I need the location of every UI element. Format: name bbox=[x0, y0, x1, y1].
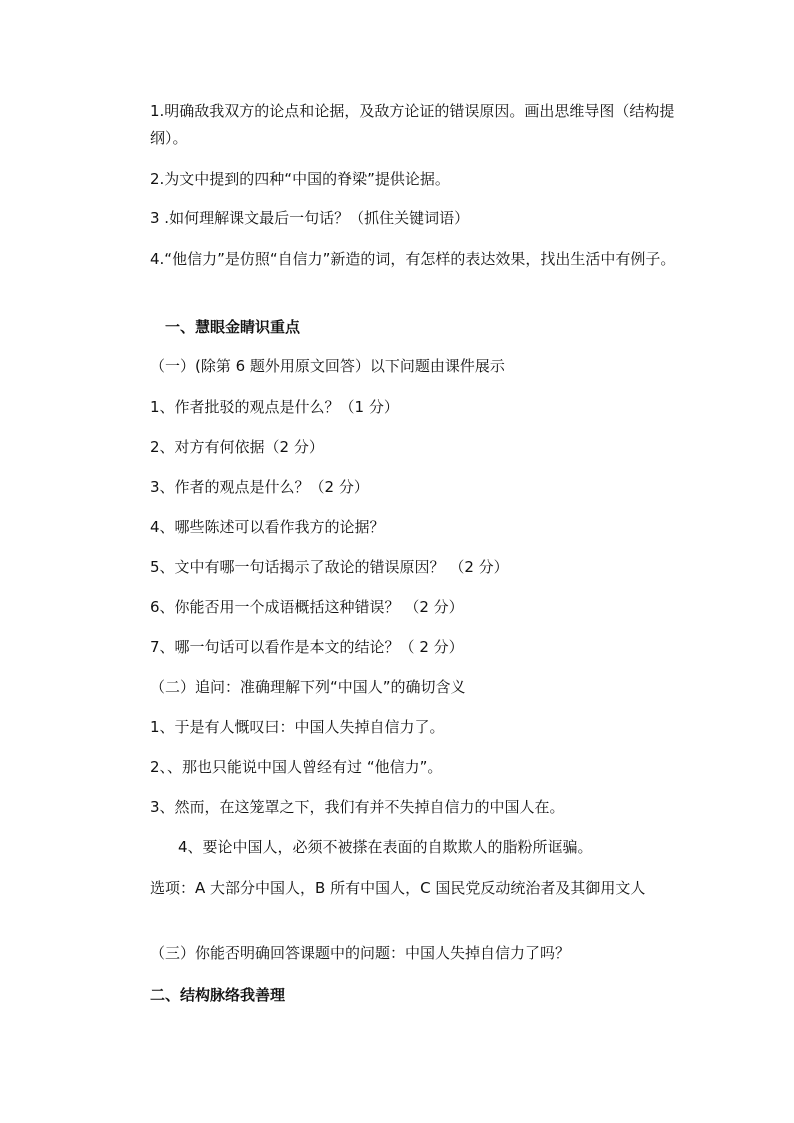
part-1-item-5: 5、文中有哪一句话揭示了敌论的错误原因？ （2 分） bbox=[150, 558, 509, 576]
question-3: 3 .如何理解课文最后一句话？（抓住关键词语） bbox=[150, 209, 470, 227]
part-1-item-2: 2、对方有何依据（2 分） bbox=[150, 438, 324, 456]
part-2-options: 选项：A 大部分中国人，B 所有中国人，C 国民党反动统治者及其御用文人 bbox=[150, 879, 646, 897]
part-3-title: （三）你能否明确回答课题中的问题：中国人失掉自信力了吗？ bbox=[150, 944, 571, 962]
part-2-item-3: 3、然而，在这笼罩之下，我们有并不失掉自信力的中国人在。 bbox=[150, 798, 565, 816]
question-4: 4.“他信力”是仿照“自信力”新造的词，有怎样的表达效果，找出生活中有例子。 bbox=[150, 250, 676, 268]
question-2: 2.为文中提到的四种“中国的脊梁”提供论据。 bbox=[150, 170, 450, 188]
part-1-title: （一）(除第 6 题外用原文回答）以下问题由课件展示 bbox=[150, 357, 505, 375]
section-2-heading: 二、结构脉络我善理 bbox=[150, 986, 286, 1004]
section-1-heading: 一、慧眼金睛识重点 bbox=[165, 318, 301, 336]
part-1-item-6: 6、你能否用一个成语概括这种错误？ （2 分） bbox=[150, 598, 464, 616]
part-1-item-3: 3、作者的观点是什么？（2 分） bbox=[150, 478, 369, 496]
part-2-title: （二）追问：准确理解下列“中国人”的确切含义 bbox=[150, 678, 466, 696]
part-2-item-4: 4、要论中国人，必须不被搽在表面的自欺欺人的脂粉所诓骗。 bbox=[178, 838, 593, 856]
part-1-item-4: 4、哪些陈述可以看作我方的论据？ bbox=[150, 518, 385, 536]
part-1-item-1: 1、作者批驳的观点是什么？（1 分） bbox=[150, 398, 399, 416]
part-1-item-7: 7、哪一句话可以看作是本文的结论？（ 2 分） bbox=[150, 638, 464, 656]
part-2-item-1: 1、于是有人慨叹曰：中国人失掉自信力了。 bbox=[150, 718, 445, 736]
part-2-item-2: 2、、那也只能说中国人曾经有过 “他信力”。 bbox=[150, 758, 443, 776]
question-1: 1.明确敌我双方的论点和论据，及敌方论证的错误原因。画出思维导图（结构提纲）。 bbox=[150, 102, 675, 147]
